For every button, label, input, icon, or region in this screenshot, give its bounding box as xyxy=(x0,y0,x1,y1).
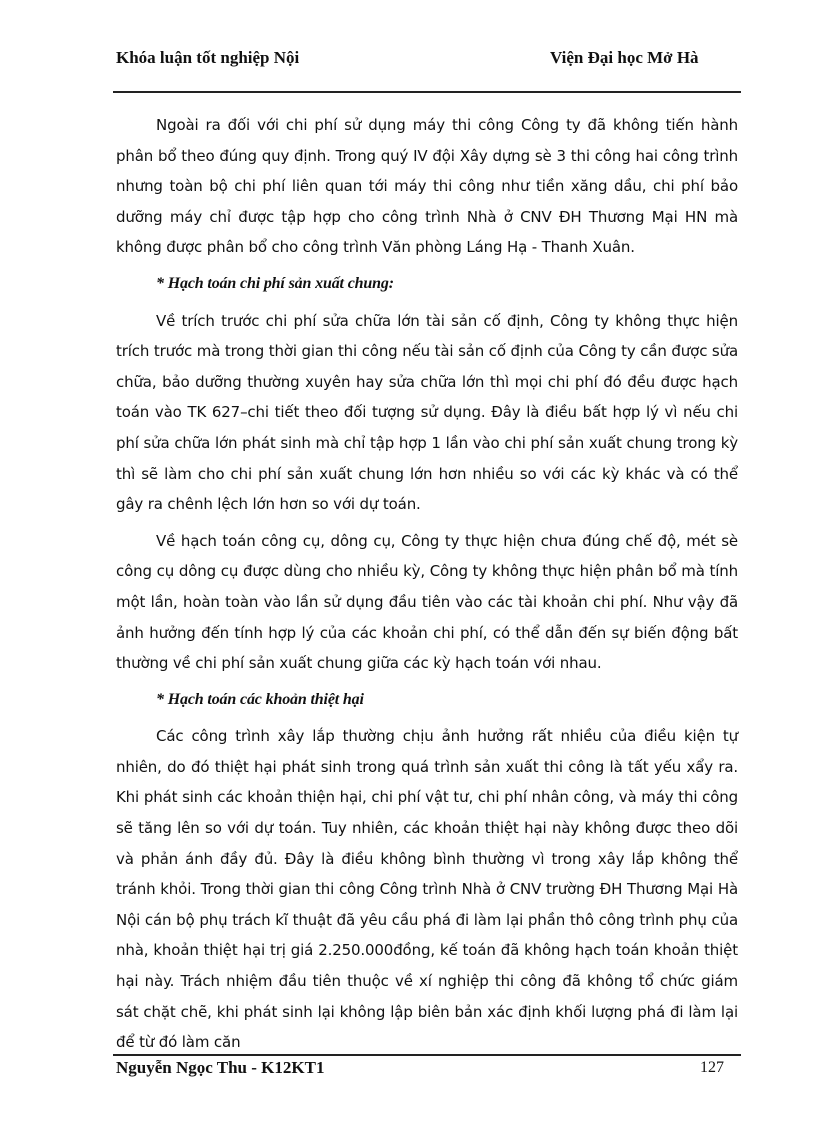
section-heading: * Hạch toán chi phí sản xuất chung: xyxy=(156,274,394,292)
paragraph: Ngoài ra đối với chi phí sử dụng máy thi công Công ty đã không tiến hành phân bổ theo đúng quy định. Trong quý IV đội Xây dựng sè 3 thi công hai công trình nhưng toàn bộ chi phí liên quan tới máy thi công như tiền xăng dầu, chi phí bảo dưỡng máy chỉ được tập hợp cho công trình Nhà ở CNV ĐH Thương Mại HN mà không được phân bổ cho công trình Văn phòng Láng Hạ - Thanh Xuân. xyxy=(116,116,738,257)
section-heading: * Hạch toán các khoản thiệt hại xyxy=(156,690,364,708)
paragraph: Về hạch toán công cụ, dông cụ, Công ty thực hiện chưa đúng chế độ, mét sè công cụ dông cụ được dùng cho nhiều kỳ, Công ty không thực hiện phân bổ mà tính một lần, hoàn toàn vào lần sử dụng đầu tiên vào các tài khoản chi phí. Như vậy đã ảnh hưởng đến tính hợp lý của các khoản chi phí, có thể dẫn đến sự biến động bất thường về chi phí sản xuất chung giữa các kỳ hạch toán với nhau. xyxy=(116,531,738,673)
header-title-right: Viện Đại học Mở Hà xyxy=(550,48,699,67)
footer-author: Nguyễn Ngọc Thu - K12KT1 xyxy=(116,1058,325,1077)
page-number: 127 xyxy=(700,1059,724,1076)
header-title-left: Khóa luận tốt nghiệp Nội xyxy=(116,48,300,67)
paragraph: Các công trình xây lắp thường chịu ảnh hưởng rất nhiều của điều kiện tự nhiên, do đó thiệt hại phát sinh trong quá trình sản xuất thi công là tất yếu xẩy ra. Khi phát sinh các khoản thiện hại, chi phí vật tư, chi phí nhân công, và máy thi công sẽ tăng lên so với dự toán. Tuy nhiên, các khoản thiệt hại này không được theo dõi và phản ánh đầy đủ. Đây là điều không bình thường vì trong xây lắp không thể tránh khỏi. Trong thời gian thi công Công trình Nhà ở CNV trường ĐH Thương Mại Hà Nội cán bộ phụ trách kĩ thuật đã yêu cầu phá đi làm lại phần thô công trình phụ của nhà, khoản thiệt hại trị giá 2.250.000đồng, kế toán đã không hạch toán khoản thiệt hại này. Trách nhiệm đầu tiên thuộc về xí nghiệp thi công đã không tổ chức giám sát chặt chẽ, khi phát sinh lại không lập biên bản xác định khối lượng phá đi làm lại để từ đó làm căn xyxy=(116,727,738,1052)
paragraph: Về trích trước chi phí sửa chữa lớn tài sản cố định, Công ty không thực hiện trích trước mà trong thời gian thi công nếu tài sản cố định của Công ty cần được sửa chữa, bảo dưỡng thường xuyên hay sửa chữa lớn thì mọi chi phí đó đều được hạch toán vào TK 627–chi tiết theo đối tượng sử dụng. Đây là điều bất hợp lý vì nếu chi phí sửa chữa lớn phát sinh mà chỉ tập hợp 1 lần vào chi phí sản xuất chung trong kỳ thì sẽ làm cho chi phí sản xuất chung lớn hơn nhiều so với các kỳ khác và có thể gây ra chênh lệch lớn hơn so với dự toán. xyxy=(116,311,738,514)
header-divider xyxy=(113,91,741,93)
document-body xyxy=(116,110,738,1064)
